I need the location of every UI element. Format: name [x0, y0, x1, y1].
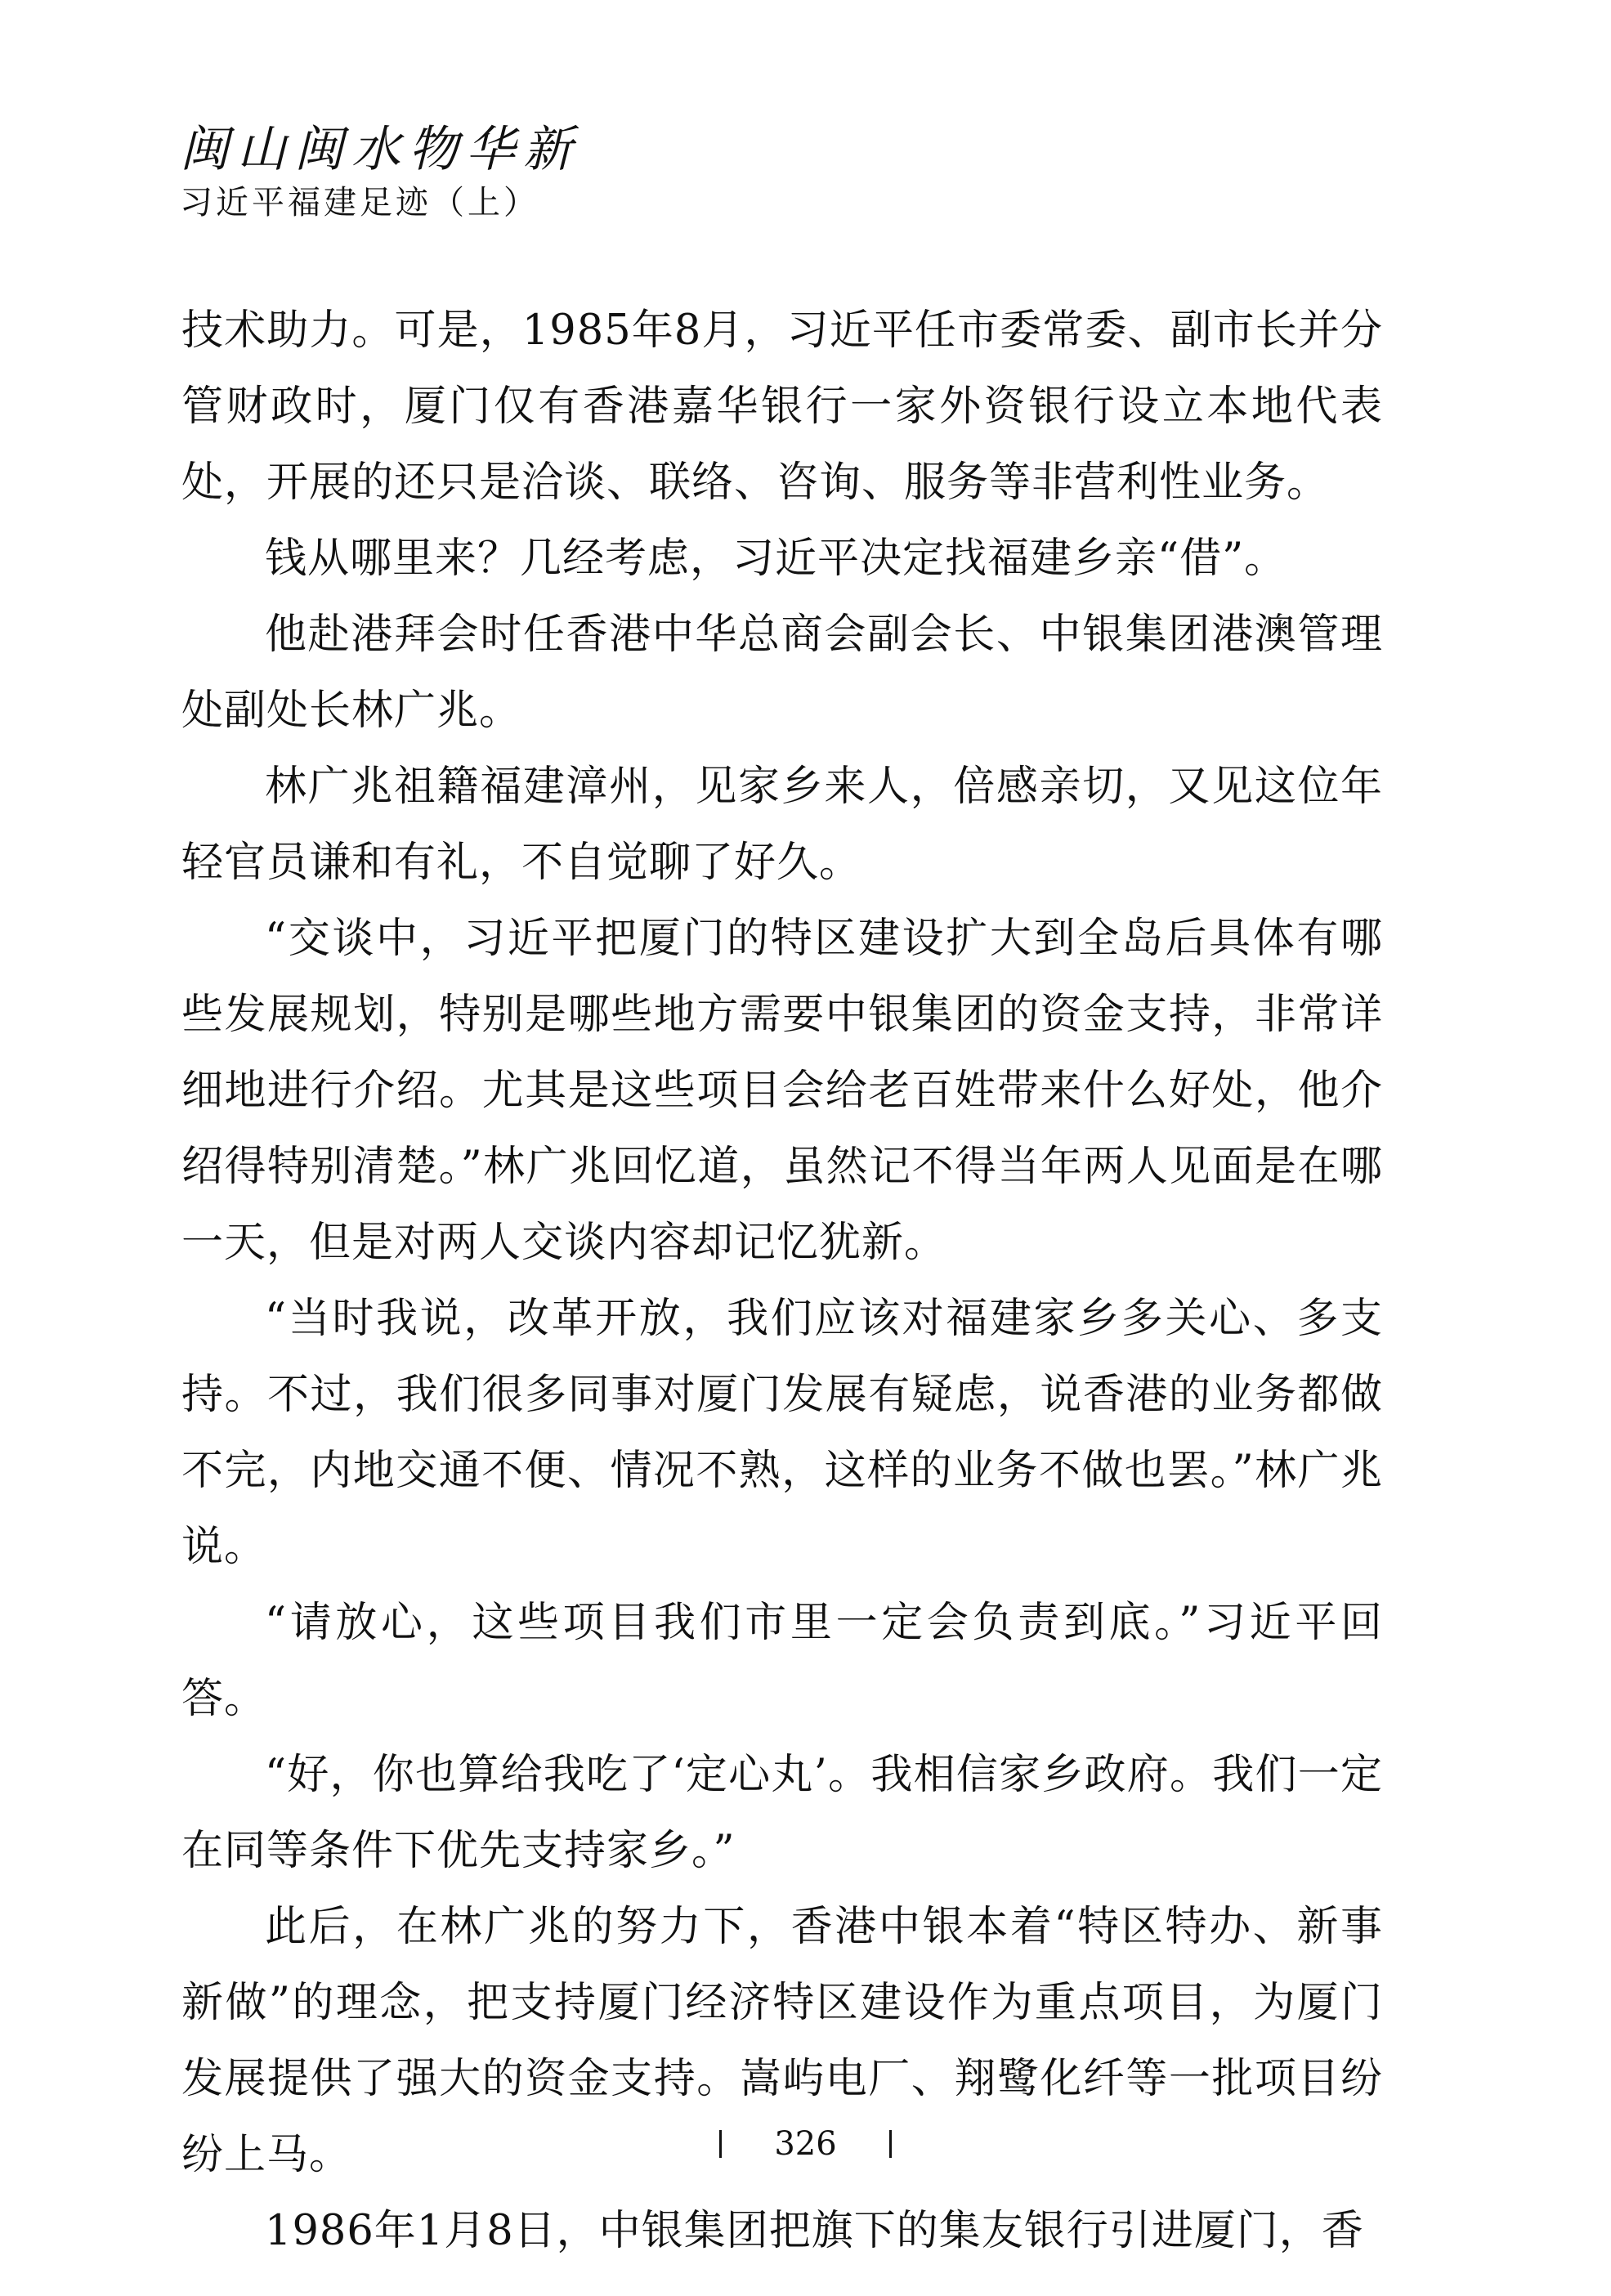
- running-header: [180, 121, 580, 227]
- paragraph-10: 1986年1月8日，中银集团把旗下的集友银行引进厦门，香: [265, 2207, 1364, 2255]
- paragraph-9: 此后，在林广兆的努力下，香港中银本着“特区特办、新事新做”的理念，把支持厦门经济特区建设作为重点项目，为厦门发展提供了强大的资金支持。嵩屿电厂、翔鹭化纤等一批项目纷纷上马。: [181, 1903, 1383, 2179]
- book-subtitle: 习近平福建足迹（上）: [180, 184, 539, 222]
- paragraph-8: “好，你也算给我吃了‘定心丸’。我相信家乡政府。我们一定在同等条件下优先支持家乡。”: [181, 1751, 1383, 1875]
- paragraph-4: 林广兆祖籍福建漳州，见家乡来人，倍感亲切，又见这位年轻官员谦和有礼，不自觉聊了好久。: [181, 763, 1383, 887]
- footer-divider-left: [719, 2130, 722, 2158]
- paragraph-7: “请放心，这些项目我们市里一定会负责到底。”习近平回答。: [181, 1599, 1383, 1723]
- paragraph-5: “交谈中，习近平把厦门的特区建设扩大到全岛后具体有哪些发展规划，特别是哪些地方需要中银集团的资金支持，非常详细地进行介绍。尤其是这些项目会给老百姓带来什么好处，他介绍得特别清楚。”林广兆回忆道，虽然记不得当年两人见面是在哪一天，但是对两人交谈内容却记忆犹新。: [181, 915, 1383, 1267]
- body-text: [181, 293, 1383, 2269]
- paragraph-1: 技术助力。可是，1985年8月，习近平任市委常委、副市长并分管财政时，厦门仅有香港嘉华银行一家外资银行设立本地代表处，开展的还只是洽谈、联络、咨询、服务等非营利性业务。: [181, 307, 1383, 507]
- page-number: 326: [774, 2125, 837, 2163]
- paragraph-6: “当时我说，改革开放，我们应该对福建家乡多关心、多支持。不过，我们很多同事对厦门发展有疑虑，说香港的业务都做不完，内地交通不便、情况不熟，这样的业务不做也罢。”林广兆说。: [181, 1295, 1383, 1571]
- book-title: 闽山闽水物华新: [180, 121, 580, 178]
- footer-divider-right: [889, 2130, 892, 2158]
- page-footer: [0, 2117, 1611, 2168]
- paragraph-2: 钱从哪里来？几经考虑，习近平决定找福建乡亲“借”。: [265, 535, 1287, 583]
- paragraph-3: 他赴港拜会时任香港中华总商会副会长、中银集团港澳管理处副处长林广兆。: [181, 611, 1383, 735]
